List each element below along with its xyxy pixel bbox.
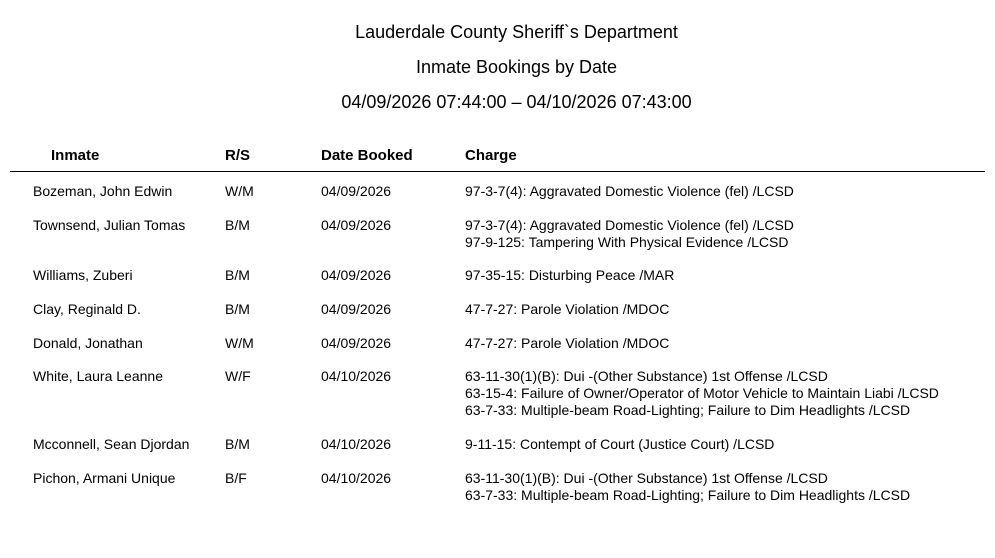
inmate-name: Williams, Zuberi (33, 267, 133, 283)
table-row (0, 301, 995, 335)
charge-line: 63-15-4: Failure of Owner/Operator of Motor Vehicle to Maintain Liabi /LCSD (465, 385, 939, 401)
charge-line: 63-7-33: Multiple-beam Road-Lighting; Failure to Dim Headlights /LCSD (465, 402, 911, 418)
charge-line: 47-7-27: Parole Violation /MDOC (465, 335, 670, 351)
date-booked: 04/09/2026 (321, 183, 392, 199)
report-title: Lauderdale County Sheriff`s Department (355, 22, 678, 42)
column-header-charge: Charge (465, 147, 517, 164)
date-booked: 04/10/2026 (321, 368, 392, 384)
race-sex: B/M (225, 267, 250, 283)
charge-list (465, 470, 910, 504)
race-sex: W/M (225, 335, 254, 351)
inmate-name: Donald, Jonathan (33, 335, 143, 351)
charge-line: 9-11-15: Contempt of Court (Justice Court) /LCSD (465, 436, 775, 452)
table-row (0, 267, 995, 301)
charge-list (465, 436, 774, 453)
race-sex: B/F (225, 470, 247, 486)
table-row (0, 368, 995, 418)
charge-list (465, 267, 674, 284)
inmate-name: Townsend, Julian Tomas (33, 217, 186, 233)
charge-line: 63-7-33: Multiple-beam Road-Lighting; Failure to Dim Headlights /LCSD (465, 487, 911, 503)
charge-line: 97-3-7(4): Aggravated Domestic Violence (fel) /LCSD (465, 217, 794, 233)
charge-line: 63-11-30(1)(B): Dui -(Other Substance) 1st Offense /LCSD (465, 470, 828, 486)
charge-line: 97-35-15: Disturbing Peace /MAR (465, 267, 675, 283)
inmate-name: Bozeman, John Edwin (33, 183, 173, 199)
date-booked: 04/09/2026 (321, 301, 392, 317)
charge-line: 47-7-27: Parole Violation /MDOC (465, 301, 670, 317)
charge-list (465, 183, 794, 200)
table-row (0, 335, 995, 369)
report-subtitle: Inmate Bookings by Date (415, 57, 618, 77)
report-date-range: 04/09/2026 07:44:00 – 04/10/2026 07:43:00 (341, 92, 692, 112)
table-row (0, 470, 995, 504)
date-booked: 04/10/2026 (321, 470, 392, 486)
header-divider (10, 171, 985, 172)
column-header-inmate: Inmate (51, 147, 100, 164)
inmate-name: Pichon, Armani Unique (33, 470, 176, 486)
charge-list (465, 335, 669, 352)
charge-line: 97-3-7(4): Aggravated Domestic Violence (fel) /LCSD (465, 183, 794, 199)
inmate-name: Clay, Reginald D. (33, 301, 141, 317)
date-booked: 04/09/2026 (321, 267, 392, 283)
race-sex: B/M (225, 217, 250, 233)
charge-list (465, 301, 669, 318)
charge-line: 97-9-125: Tampering With Physical Evidence /LCSD (465, 234, 789, 250)
charge-list (465, 217, 794, 251)
race-sex: W/M (225, 183, 254, 199)
charge-line: 63-11-30(1)(B): Dui -(Other Substance) 1st Offense /LCSD (465, 368, 828, 384)
column-header-date-booked: Date Booked (321, 147, 413, 164)
column-header-race-sex: R/S (225, 147, 251, 164)
race-sex: B/M (225, 301, 250, 317)
charge-list (465, 368, 939, 419)
table-row (0, 436, 995, 470)
table-row (0, 217, 995, 251)
race-sex: W/F (225, 368, 251, 384)
table-row (0, 183, 995, 217)
date-booked: 04/09/2026 (321, 217, 392, 233)
inmate-name: White, Laura Leanne (33, 368, 163, 384)
inmate-name: Mcconnell, Sean Djordan (33, 436, 190, 452)
date-booked: 04/09/2026 (321, 335, 392, 351)
race-sex: B/M (225, 436, 250, 452)
date-booked: 04/10/2026 (321, 436, 392, 452)
